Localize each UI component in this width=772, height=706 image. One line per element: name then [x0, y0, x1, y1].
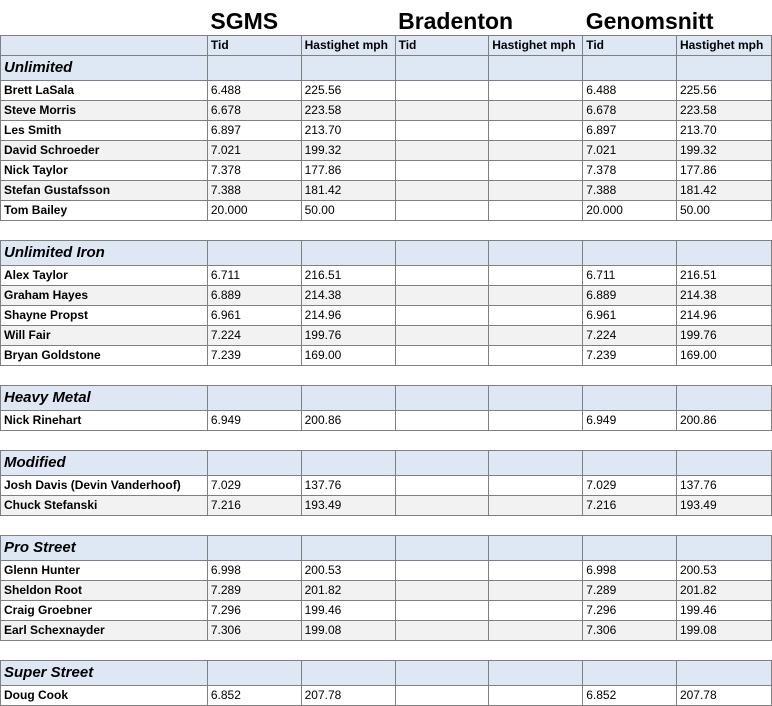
racer-name-cell[interactable]: Nick Rinehart	[1, 410, 208, 430]
category-empty-cell[interactable]	[583, 450, 677, 475]
br-tid-cell[interactable]	[395, 580, 489, 600]
racer-row	[1, 600, 772, 620]
category-empty-cell[interactable]	[583, 660, 677, 685]
category-header-row	[1, 450, 772, 475]
category-empty-cell[interactable]	[583, 240, 677, 265]
category-name[interactable]: Unlimited	[1, 55, 208, 80]
br-mph-cell[interactable]	[489, 475, 583, 495]
avg-tid-cell[interactable]: 6.961	[583, 305, 677, 325]
racer-name-cell[interactable]: Craig Groebner	[1, 600, 208, 620]
title-bradenton[interactable]: Bradenton	[398, 7, 514, 34]
br-tid-cell[interactable]	[395, 620, 489, 640]
empty-cell[interactable]	[301, 220, 395, 240]
category-header-row	[1, 385, 772, 410]
sgms-mph-cell[interactable]: 199.08	[301, 620, 395, 640]
sgms-tid-cell[interactable]: 6.961	[207, 305, 301, 325]
racer-row	[1, 100, 772, 120]
empty-cell[interactable]	[207, 430, 301, 450]
racer-name-cell[interactable]: Shayne Propst	[1, 305, 208, 325]
title-row	[1, 0, 772, 35]
sgms-tid-cell[interactable]: 6.949	[207, 410, 301, 430]
sgms-mph-cell[interactable]: 193.49	[301, 495, 395, 515]
sgms-tid-cell[interactable]: 7.378	[207, 160, 301, 180]
sgms-tid-cell[interactable]: 6.889	[207, 285, 301, 305]
racer-row	[1, 685, 772, 705]
avg-mph-cell[interactable]: 201.82	[676, 580, 771, 600]
category-empty-cell[interactable]	[301, 55, 395, 80]
sgms-tid-cell[interactable]: 6.711	[207, 265, 301, 285]
sgms-mph-cell[interactable]: 213.70	[301, 120, 395, 140]
br-tid-cell[interactable]	[395, 100, 489, 120]
sgms-mph-cell[interactable]: 50.00	[301, 200, 395, 220]
avg-tid-cell[interactable]: 7.388	[583, 180, 677, 200]
sgms-mph-cell[interactable]: 207.78	[301, 685, 395, 705]
avg-tid-cell[interactable]: 6.711	[583, 265, 677, 285]
avg-mph-cell[interactable]: 181.42	[676, 180, 771, 200]
racer-name-cell[interactable]: Graham Hayes	[1, 285, 208, 305]
empty-cell[interactable]	[489, 220, 583, 240]
empty-cell[interactable]	[583, 515, 677, 535]
category-name[interactable]: Heavy Metal	[1, 385, 208, 410]
avg-tid-cell[interactable]: 7.239	[583, 345, 677, 365]
br-mph-cell[interactable]	[489, 285, 583, 305]
empty-cell[interactable]	[583, 430, 677, 450]
racer-name-cell[interactable]: Sheldon Root	[1, 580, 208, 600]
racer-row	[1, 160, 772, 180]
racer-row	[1, 410, 772, 430]
avg-tid-cell[interactable]: 7.378	[583, 160, 677, 180]
category-empty-cell[interactable]	[489, 450, 583, 475]
sgms-mph-cell[interactable]: 216.51	[301, 265, 395, 285]
category-empty-cell[interactable]	[676, 240, 771, 265]
br-mph-cell[interactable]	[489, 495, 583, 515]
sgms-tid-cell[interactable]: 7.216	[207, 495, 301, 515]
empty-cell[interactable]	[583, 365, 677, 385]
sgms-tid-cell[interactable]: 7.239	[207, 345, 301, 365]
category-empty-cell[interactable]	[301, 660, 395, 685]
category-empty-cell[interactable]	[395, 535, 489, 560]
avg-mph-cell[interactable]: 50.00	[676, 200, 771, 220]
sgms-mph-cell[interactable]: 137.76	[301, 475, 395, 495]
racer-name-cell[interactable]: Les Smith	[1, 120, 208, 140]
br-mph-cell[interactable]	[489, 305, 583, 325]
sgms-mph-cell[interactable]: 201.82	[301, 580, 395, 600]
br-tid-cell[interactable]	[395, 560, 489, 580]
avg-mph-cell[interactable]: 169.00	[676, 345, 771, 365]
sgms-tid-cell[interactable]: 7.289	[207, 580, 301, 600]
br-mph-cell[interactable]	[489, 160, 583, 180]
br-mph-cell[interactable]	[489, 560, 583, 580]
sgms-tid-cell[interactable]: 6.998	[207, 560, 301, 580]
br-mph-cell[interactable]	[489, 80, 583, 100]
sgms-mph-cell[interactable]: 199.32	[301, 140, 395, 160]
category-empty-cell[interactable]	[583, 535, 677, 560]
sgms-mph-cell[interactable]: 177.86	[301, 160, 395, 180]
avg-tid-cell[interactable]: 7.216	[583, 495, 677, 515]
empty-cell[interactable]	[207, 220, 301, 240]
category-empty-cell[interactable]	[489, 535, 583, 560]
category-empty-cell[interactable]	[301, 240, 395, 265]
avg-mph-cell[interactable]: 199.32	[676, 140, 771, 160]
sgms-tid-cell[interactable]: 20.000	[207, 200, 301, 220]
br-mph-cell[interactable]	[489, 180, 583, 200]
racer-name-cell[interactable]: David Schroeder	[1, 140, 208, 160]
category-header-row	[1, 660, 772, 685]
sgms-mph-cell[interactable]: 199.46	[301, 600, 395, 620]
sgms-tid-cell[interactable]: 7.224	[207, 325, 301, 345]
sgms-tid-cell[interactable]: 6.678	[207, 100, 301, 120]
empty-cell[interactable]	[1, 220, 208, 240]
avg-tid-cell[interactable]: 7.306	[583, 620, 677, 640]
racer-row	[1, 325, 772, 345]
subheader-bradenton-tid[interactable]: Tid	[395, 35, 489, 55]
br-tid-cell[interactable]	[395, 140, 489, 160]
category-empty-cell[interactable]	[301, 385, 395, 410]
avg-mph-cell[interactable]: 214.96	[676, 305, 771, 325]
subheader-genomsnitt-mph[interactable]: Hastighet mph	[676, 35, 771, 55]
avg-mph-cell[interactable]: 216.51	[676, 265, 771, 285]
sgms-tid-cell[interactable]: 7.306	[207, 620, 301, 640]
empty-cell[interactable]	[1, 430, 208, 450]
br-tid-cell[interactable]	[395, 325, 489, 345]
category-header-row	[1, 535, 772, 560]
racer-name-cell[interactable]: Chuck Stefanski	[1, 495, 208, 515]
sgms-tid-cell[interactable]: 7.296	[207, 600, 301, 620]
sgms-tid-cell[interactable]: 6.852	[207, 685, 301, 705]
br-tid-cell[interactable]	[395, 120, 489, 140]
empty-cell[interactable]	[676, 430, 771, 450]
category-name[interactable]: Modified	[1, 450, 208, 475]
empty-cell[interactable]	[207, 365, 301, 385]
avg-mph-cell[interactable]: 200.86	[676, 410, 771, 430]
avg-mph-cell[interactable]: 199.46	[676, 600, 771, 620]
category-empty-cell[interactable]	[207, 450, 301, 475]
category-header-row	[1, 240, 772, 265]
br-tid-cell[interactable]	[395, 345, 489, 365]
racer-name-cell[interactable]: Stefan Gustafsson	[1, 180, 208, 200]
empty-cell[interactable]	[1, 365, 208, 385]
empty-cell[interactable]	[489, 430, 583, 450]
sgms-mph-cell[interactable]: 225.56	[301, 80, 395, 100]
empty-cell[interactable]	[489, 640, 583, 660]
br-mph-cell[interactable]	[489, 685, 583, 705]
sgms-mph-cell[interactable]: 214.96	[301, 305, 395, 325]
br-mph-cell[interactable]	[489, 325, 583, 345]
racer-row	[1, 140, 772, 160]
racer-row	[1, 495, 772, 515]
racer-name-cell[interactable]: Alex Taylor	[1, 265, 208, 285]
br-tid-cell[interactable]	[395, 160, 489, 180]
category-empty-cell[interactable]	[676, 450, 771, 475]
category-empty-cell[interactable]	[489, 240, 583, 265]
spacer-row	[1, 365, 772, 385]
br-tid-cell[interactable]	[395, 200, 489, 220]
category-empty-cell[interactable]	[489, 385, 583, 410]
avg-mph-cell[interactable]: 207.78	[676, 685, 771, 705]
empty-cell[interactable]	[1, 640, 208, 660]
empty-cell[interactable]	[207, 640, 301, 660]
subheader-sgms-mph[interactable]: Hastighet mph	[301, 35, 395, 55]
spacer-row	[1, 515, 772, 535]
empty-cell[interactable]	[489, 365, 583, 385]
spacer-row	[1, 430, 772, 450]
avg-tid-cell[interactable]: 20.000	[583, 200, 677, 220]
br-mph-cell[interactable]	[489, 100, 583, 120]
category-name[interactable]: Unlimited Iron	[1, 240, 208, 265]
br-tid-cell[interactable]	[395, 600, 489, 620]
category-empty-cell[interactable]	[395, 450, 489, 475]
racer-name-cell[interactable]: Tom Bailey	[1, 200, 208, 220]
br-mph-cell[interactable]	[489, 620, 583, 640]
avg-tid-cell[interactable]: 6.678	[583, 100, 677, 120]
empty-cell[interactable]	[676, 220, 771, 240]
br-mph-cell[interactable]	[489, 410, 583, 430]
racer-name-cell[interactable]: Brett LaSala	[1, 80, 208, 100]
subheader-sgms-tid[interactable]: Tid	[207, 35, 301, 55]
racer-name-cell[interactable]: Steve Morris	[1, 100, 208, 120]
racer-row	[1, 80, 772, 100]
br-tid-cell[interactable]	[395, 265, 489, 285]
sgms-tid-cell[interactable]: 7.029	[207, 475, 301, 495]
subheader-blank-cell[interactable]	[1, 35, 208, 55]
racer-row	[1, 305, 772, 325]
racer-row	[1, 475, 772, 495]
category-empty-cell[interactable]	[207, 240, 301, 265]
br-mph-cell[interactable]	[489, 120, 583, 140]
category-empty-cell[interactable]	[301, 535, 395, 560]
category-empty-cell[interactable]	[207, 385, 301, 410]
br-tid-cell[interactable]	[395, 685, 489, 705]
avg-mph-cell[interactable]: 193.49	[676, 495, 771, 515]
racer-row	[1, 580, 772, 600]
category-empty-cell[interactable]	[395, 385, 489, 410]
title-sgms[interactable]: SGMS	[210, 7, 279, 34]
empty-cell[interactable]	[676, 365, 771, 385]
empty-cell[interactable]	[489, 515, 583, 535]
avg-tid-cell[interactable]: 6.889	[583, 285, 677, 305]
category-header-row	[1, 55, 772, 80]
br-mph-cell[interactable]	[489, 140, 583, 160]
empty-cell[interactable]	[676, 640, 771, 660]
category-empty-cell[interactable]	[583, 385, 677, 410]
category-empty-cell[interactable]	[676, 385, 771, 410]
empty-cell[interactable]	[1, 515, 208, 535]
avg-mph-cell[interactable]: 137.76	[676, 475, 771, 495]
br-tid-cell[interactable]	[395, 180, 489, 200]
empty-cell[interactable]	[395, 365, 489, 385]
sgms-mph-cell[interactable]: 223.58	[301, 100, 395, 120]
category-empty-cell[interactable]	[395, 55, 489, 80]
br-mph-cell[interactable]	[489, 265, 583, 285]
avg-tid-cell[interactable]: 6.897	[583, 120, 677, 140]
racer-row	[1, 285, 772, 305]
br-tid-cell[interactable]	[395, 495, 489, 515]
sgms-tid-cell[interactable]: 7.388	[207, 180, 301, 200]
empty-cell[interactable]	[395, 220, 489, 240]
racer-row	[1, 180, 772, 200]
category-name[interactable]: Super Street	[1, 660, 208, 685]
avg-tid-cell[interactable]: 7.029	[583, 475, 677, 495]
sgms-mph-cell[interactable]: 181.42	[301, 180, 395, 200]
avg-tid-cell[interactable]: 7.296	[583, 600, 677, 620]
category-empty-cell[interactable]	[207, 660, 301, 685]
racer-name-cell[interactable]: Doug Cook	[1, 685, 208, 705]
empty-cell[interactable]	[301, 430, 395, 450]
br-mph-cell[interactable]	[489, 580, 583, 600]
avg-tid-cell[interactable]: 6.852	[583, 685, 677, 705]
sgms-mph-cell[interactable]: 214.38	[301, 285, 395, 305]
br-tid-cell[interactable]	[395, 80, 489, 100]
racer-name-cell[interactable]: Bryan Goldstone	[1, 345, 208, 365]
racer-name-cell[interactable]: Will Fair	[1, 325, 208, 345]
avg-mph-cell[interactable]: 199.08	[676, 620, 771, 640]
avg-tid-cell[interactable]: 6.488	[583, 80, 677, 100]
empty-cell[interactable]	[395, 640, 489, 660]
racer-row	[1, 560, 772, 580]
avg-mph-cell[interactable]: 225.56	[676, 80, 771, 100]
avg-mph-cell[interactable]: 213.70	[676, 120, 771, 140]
sgms-tid-cell[interactable]: 6.897	[207, 120, 301, 140]
br-mph-cell[interactable]	[489, 600, 583, 620]
avg-mph-cell[interactable]: 200.53	[676, 560, 771, 580]
subheader-genomsnitt-tid[interactable]: Tid	[583, 35, 677, 55]
avg-tid-cell[interactable]: 6.949	[583, 410, 677, 430]
empty-cell[interactable]	[301, 365, 395, 385]
avg-tid-cell[interactable]: 7.224	[583, 325, 677, 345]
spreadsheet-body	[1, 0, 772, 705]
category-name[interactable]: Pro Street	[1, 535, 208, 560]
sgms-mph-cell[interactable]: 200.86	[301, 410, 395, 430]
sgms-mph-cell[interactable]: 169.00	[301, 345, 395, 365]
racer-row	[1, 120, 772, 140]
category-empty-cell[interactable]	[301, 450, 395, 475]
subheader-bradenton-mph[interactable]: Hastighet mph	[489, 35, 583, 55]
category-empty-cell[interactable]	[395, 240, 489, 265]
br-mph-cell[interactable]	[489, 200, 583, 220]
avg-mph-cell[interactable]: 214.38	[676, 285, 771, 305]
category-empty-cell[interactable]	[676, 55, 771, 80]
empty-cell[interactable]	[301, 640, 395, 660]
br-tid-cell[interactable]	[395, 410, 489, 430]
category-empty-cell[interactable]	[676, 535, 771, 560]
category-empty-cell[interactable]	[207, 535, 301, 560]
racer-name-cell[interactable]: Glenn Hunter	[1, 560, 208, 580]
sgms-mph-cell[interactable]: 199.76	[301, 325, 395, 345]
avg-mph-cell[interactable]: 223.58	[676, 100, 771, 120]
empty-cell[interactable]	[676, 515, 771, 535]
category-empty-cell[interactable]	[207, 55, 301, 80]
category-empty-cell[interactable]	[676, 660, 771, 685]
blank-cell[interactable]	[1, 0, 208, 35]
empty-cell[interactable]	[583, 640, 677, 660]
category-empty-cell[interactable]	[489, 55, 583, 80]
racer-row	[1, 345, 772, 365]
spacer-row	[1, 220, 772, 240]
title-genomsnitt[interactable]: Genomsnitt	[585, 7, 714, 34]
avg-mph-cell[interactable]: 199.76	[676, 325, 771, 345]
empty-cell[interactable]	[395, 430, 489, 450]
br-tid-cell[interactable]	[395, 285, 489, 305]
category-empty-cell[interactable]	[583, 55, 677, 80]
sgms-tid-cell[interactable]: 7.021	[207, 140, 301, 160]
empty-cell[interactable]	[583, 220, 677, 240]
br-tid-cell[interactable]	[395, 305, 489, 325]
sgms-mph-cell[interactable]: 200.53	[301, 560, 395, 580]
racer-row	[1, 200, 772, 220]
sgms-tid-cell[interactable]: 6.488	[207, 80, 301, 100]
category-empty-cell[interactable]	[395, 660, 489, 685]
avg-tid-cell[interactable]: 7.021	[583, 140, 677, 160]
empty-cell[interactable]	[395, 515, 489, 535]
br-mph-cell[interactable]	[489, 345, 583, 365]
spacer-row	[1, 640, 772, 660]
category-empty-cell[interactable]	[489, 660, 583, 685]
racer-row	[1, 620, 772, 640]
empty-cell[interactable]	[207, 515, 301, 535]
avg-mph-cell[interactable]: 177.86	[676, 160, 771, 180]
racer-name-cell[interactable]: Josh Davis (Devin Vanderhoof)	[1, 475, 208, 495]
avg-tid-cell[interactable]: 6.998	[583, 560, 677, 580]
br-tid-cell[interactable]	[395, 475, 489, 495]
racer-row	[1, 265, 772, 285]
empty-cell[interactable]	[301, 515, 395, 535]
racer-name-cell[interactable]: Nick Taylor	[1, 160, 208, 180]
subheader-row	[1, 35, 772, 55]
racer-name-cell[interactable]: Earl Schexnayder	[1, 620, 208, 640]
avg-tid-cell[interactable]: 7.289	[583, 580, 677, 600]
